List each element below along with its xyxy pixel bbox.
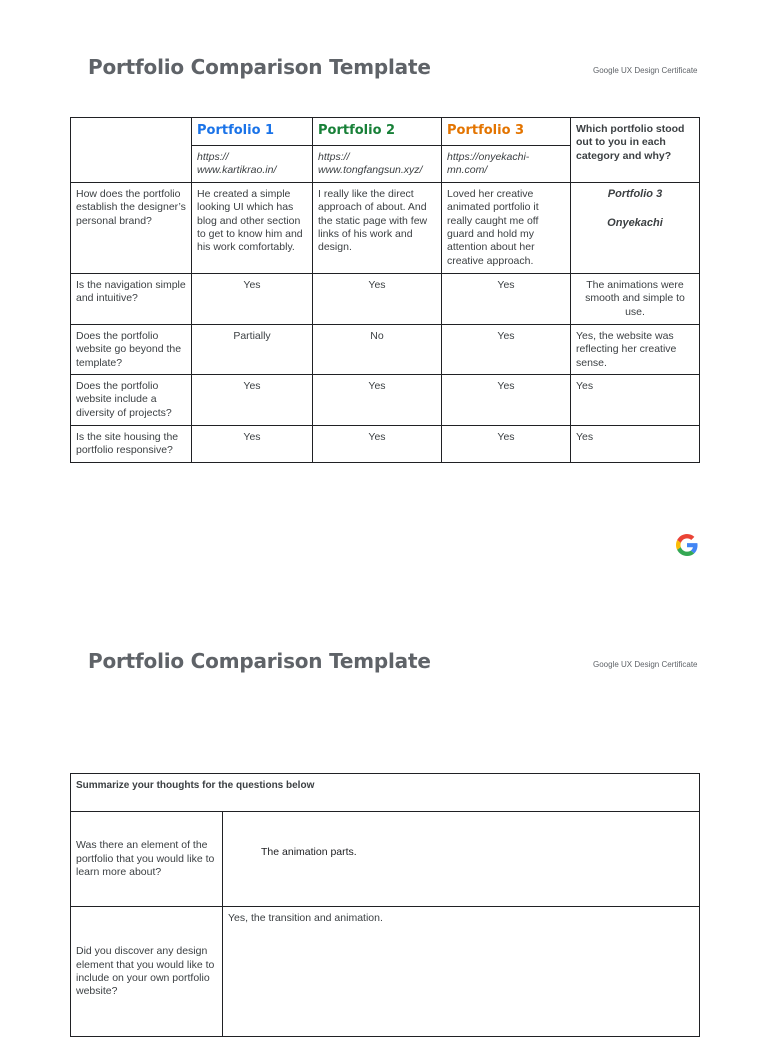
- summary-table: [70, 773, 700, 1037]
- table-header-row: [71, 118, 700, 146]
- certificate-label: Google UX Design Certificate: [593, 660, 698, 669]
- page-title: Portfolio Comparison Template: [88, 55, 431, 79]
- portfolio1-cell: He created a simple looking UI which has blog and other section to get to know him and his work comfortably.: [192, 182, 313, 273]
- standout-cell: The animations were smooth and simple to use.: [571, 273, 700, 324]
- question-cell: Was there an element of the portfolio that you would like to learn more about?: [71, 812, 223, 907]
- table-row: [71, 273, 700, 324]
- portfolio3-cell: Loved her creative animated portfolio it really caught me off guard and hold my attention about her creative approach.: [442, 182, 571, 273]
- portfolio2-cell: I really like the direct approach of about. And the static page with few links of his work and design.: [313, 182, 442, 273]
- portfolio1-cell: Yes: [192, 273, 313, 324]
- portfolio3-cell: Yes: [442, 426, 571, 463]
- standout-header: Which portfolio stood out to you in each category and why?: [571, 118, 700, 183]
- portfolio1-cell: Yes: [192, 375, 313, 426]
- portfolio3-cell: Yes: [442, 375, 571, 426]
- portfolio3-cell: Yes: [442, 324, 571, 374]
- portfolio1-cell: Yes: [192, 426, 313, 463]
- answer-cell: The animation parts.: [223, 812, 700, 907]
- standout-cell: [571, 182, 700, 273]
- table-row: [71, 182, 700, 273]
- standout-designer-label: Onyekachi: [607, 217, 663, 230]
- question-cell: Is the navigation simple and intuitive?: [71, 273, 192, 324]
- portfolio3-url: https://onyekachi- mn.com/: [442, 146, 571, 183]
- table-row: [71, 812, 700, 907]
- portfolio2-cell: No: [313, 324, 442, 374]
- certificate-label: Google UX Design Certificate: [593, 66, 698, 75]
- question-cell: How does the portfolio establish the designer’s personal brand?: [71, 182, 192, 273]
- portfolio1-header: Portfolio 1: [192, 118, 313, 146]
- google-logo-icon: [676, 534, 698, 556]
- table-row: [71, 907, 700, 1037]
- portfolio2-cell: Yes: [313, 426, 442, 463]
- answer-cell: Yes, the transition and animation.: [223, 907, 700, 1037]
- question-cell: Does the portfolio website go beyond the template?: [71, 324, 192, 374]
- portfolio3-cell: Yes: [442, 273, 571, 324]
- portfolio3-header: Portfolio 3: [442, 118, 571, 146]
- standout-portfolio-label: Portfolio 3: [607, 187, 663, 200]
- standout-cell: Yes, the website was reflecting her creative sense.: [571, 324, 700, 374]
- summary-header-row: [71, 774, 700, 812]
- table-row: [71, 375, 700, 426]
- standout-cell: Yes: [571, 426, 700, 463]
- portfolio2-header: Portfolio 2: [313, 118, 442, 146]
- page-title: Portfolio Comparison Template: [88, 649, 431, 673]
- empty-corner-cell: [71, 118, 192, 183]
- portfolio2-url: https:// www.tongfangsun.xyz/: [313, 146, 442, 183]
- table-row: [71, 426, 700, 463]
- question-cell: Did you discover any design element that you would like to include on your own portfolio website?: [71, 907, 223, 1037]
- table-row: [71, 324, 700, 374]
- portfolio2-cell: Yes: [313, 375, 442, 426]
- portfolio1-cell: Partially: [192, 324, 313, 374]
- summary-header: Summarize your thoughts for the questions below: [71, 774, 700, 812]
- question-cell: Does the portfolio website include a diversity of projects?: [71, 375, 192, 426]
- portfolio2-cell: Yes: [313, 273, 442, 324]
- comparison-table: [70, 117, 700, 463]
- portfolio1-url: https:// www.kartikrao.in/: [192, 146, 313, 183]
- standout-cell: Yes: [571, 375, 700, 426]
- question-cell: Is the site housing the portfolio responsive?: [71, 426, 192, 463]
